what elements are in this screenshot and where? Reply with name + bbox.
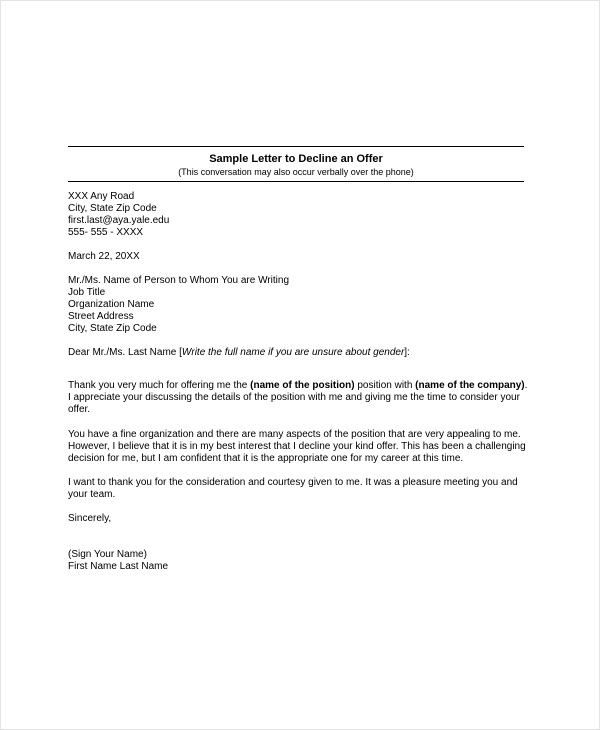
signature-instruction: (Sign Your Name) bbox=[68, 549, 147, 560]
sender-address bbox=[68, 191, 530, 239]
salutation-note: Write the full name if you are unsure about gender bbox=[181, 347, 405, 358]
letter-date-block bbox=[68, 251, 530, 263]
recipient-job-title: Job Title bbox=[68, 287, 106, 298]
p2-line-1: You have a fine organization and there are many aspects of the position that are very appealing to me. bbox=[68, 429, 521, 440]
letter-date: March 22, 20XX bbox=[68, 251, 140, 262]
p1-text-a: Thank you very much for offering me the bbox=[68, 380, 251, 391]
sender-street: XXX Any Road bbox=[68, 191, 135, 202]
p2-line-2: However, I believe that it is in my best interest that I decline your kind offer. This has been a challenging bbox=[68, 441, 526, 452]
salutation bbox=[68, 347, 530, 359]
closing-block bbox=[68, 513, 530, 525]
sender-email: first.last@aya.yale.edu bbox=[68, 215, 170, 226]
signature-name: First Name Last Name bbox=[68, 561, 169, 572]
p1-text-c: position with bbox=[354, 380, 416, 391]
p1-position-placeholder: (name of the position) bbox=[250, 380, 355, 391]
recipient-city: City, State Zip Code bbox=[68, 323, 157, 334]
letter-heading bbox=[68, 153, 524, 178]
recipient-organization: Organization Name bbox=[68, 299, 155, 310]
paragraph-3 bbox=[68, 477, 530, 501]
p1-line-3: offer. bbox=[68, 404, 91, 415]
bottom-rule bbox=[68, 181, 524, 182]
p3-line-1: I want to thank you for the consideration and courtesy given to me. It was a pleasure meeting you and bbox=[68, 477, 518, 488]
sender-city: City, State Zip Code bbox=[68, 203, 157, 214]
p2-line-3: decision for me, but I am confident that it is the appropriate one for my career at this time. bbox=[68, 453, 464, 464]
paragraph-2 bbox=[68, 429, 530, 465]
recipient-street: Street Address bbox=[68, 311, 134, 322]
closing: Sincerely, bbox=[68, 513, 112, 524]
p1-company-placeholder: (name of the company) bbox=[415, 380, 525, 391]
signature-block bbox=[68, 549, 530, 573]
recipient-address bbox=[68, 275, 530, 335]
letter-title: Sample Letter to Decline an Offer bbox=[209, 153, 383, 165]
paragraph-1 bbox=[68, 380, 530, 416]
p1-line-2: I appreciate your discussing the details of the position with me and giving me the time to consider your bbox=[68, 392, 520, 403]
sender-phone: 555- 555 - XXXX bbox=[68, 227, 144, 238]
p1-text-e: . bbox=[524, 380, 528, 391]
top-rule bbox=[68, 146, 524, 147]
salutation-suffix: ]: bbox=[404, 347, 410, 358]
p3-line-2: your team. bbox=[68, 489, 116, 500]
letter-subtitle: (This conversation may also occur verbally over the phone) bbox=[178, 167, 414, 177]
recipient-name: Mr./Ms. Name of Person to Whom You are Writing bbox=[68, 275, 290, 286]
salutation-prefix: Dear Mr./Ms. Last Name [ bbox=[68, 347, 182, 358]
